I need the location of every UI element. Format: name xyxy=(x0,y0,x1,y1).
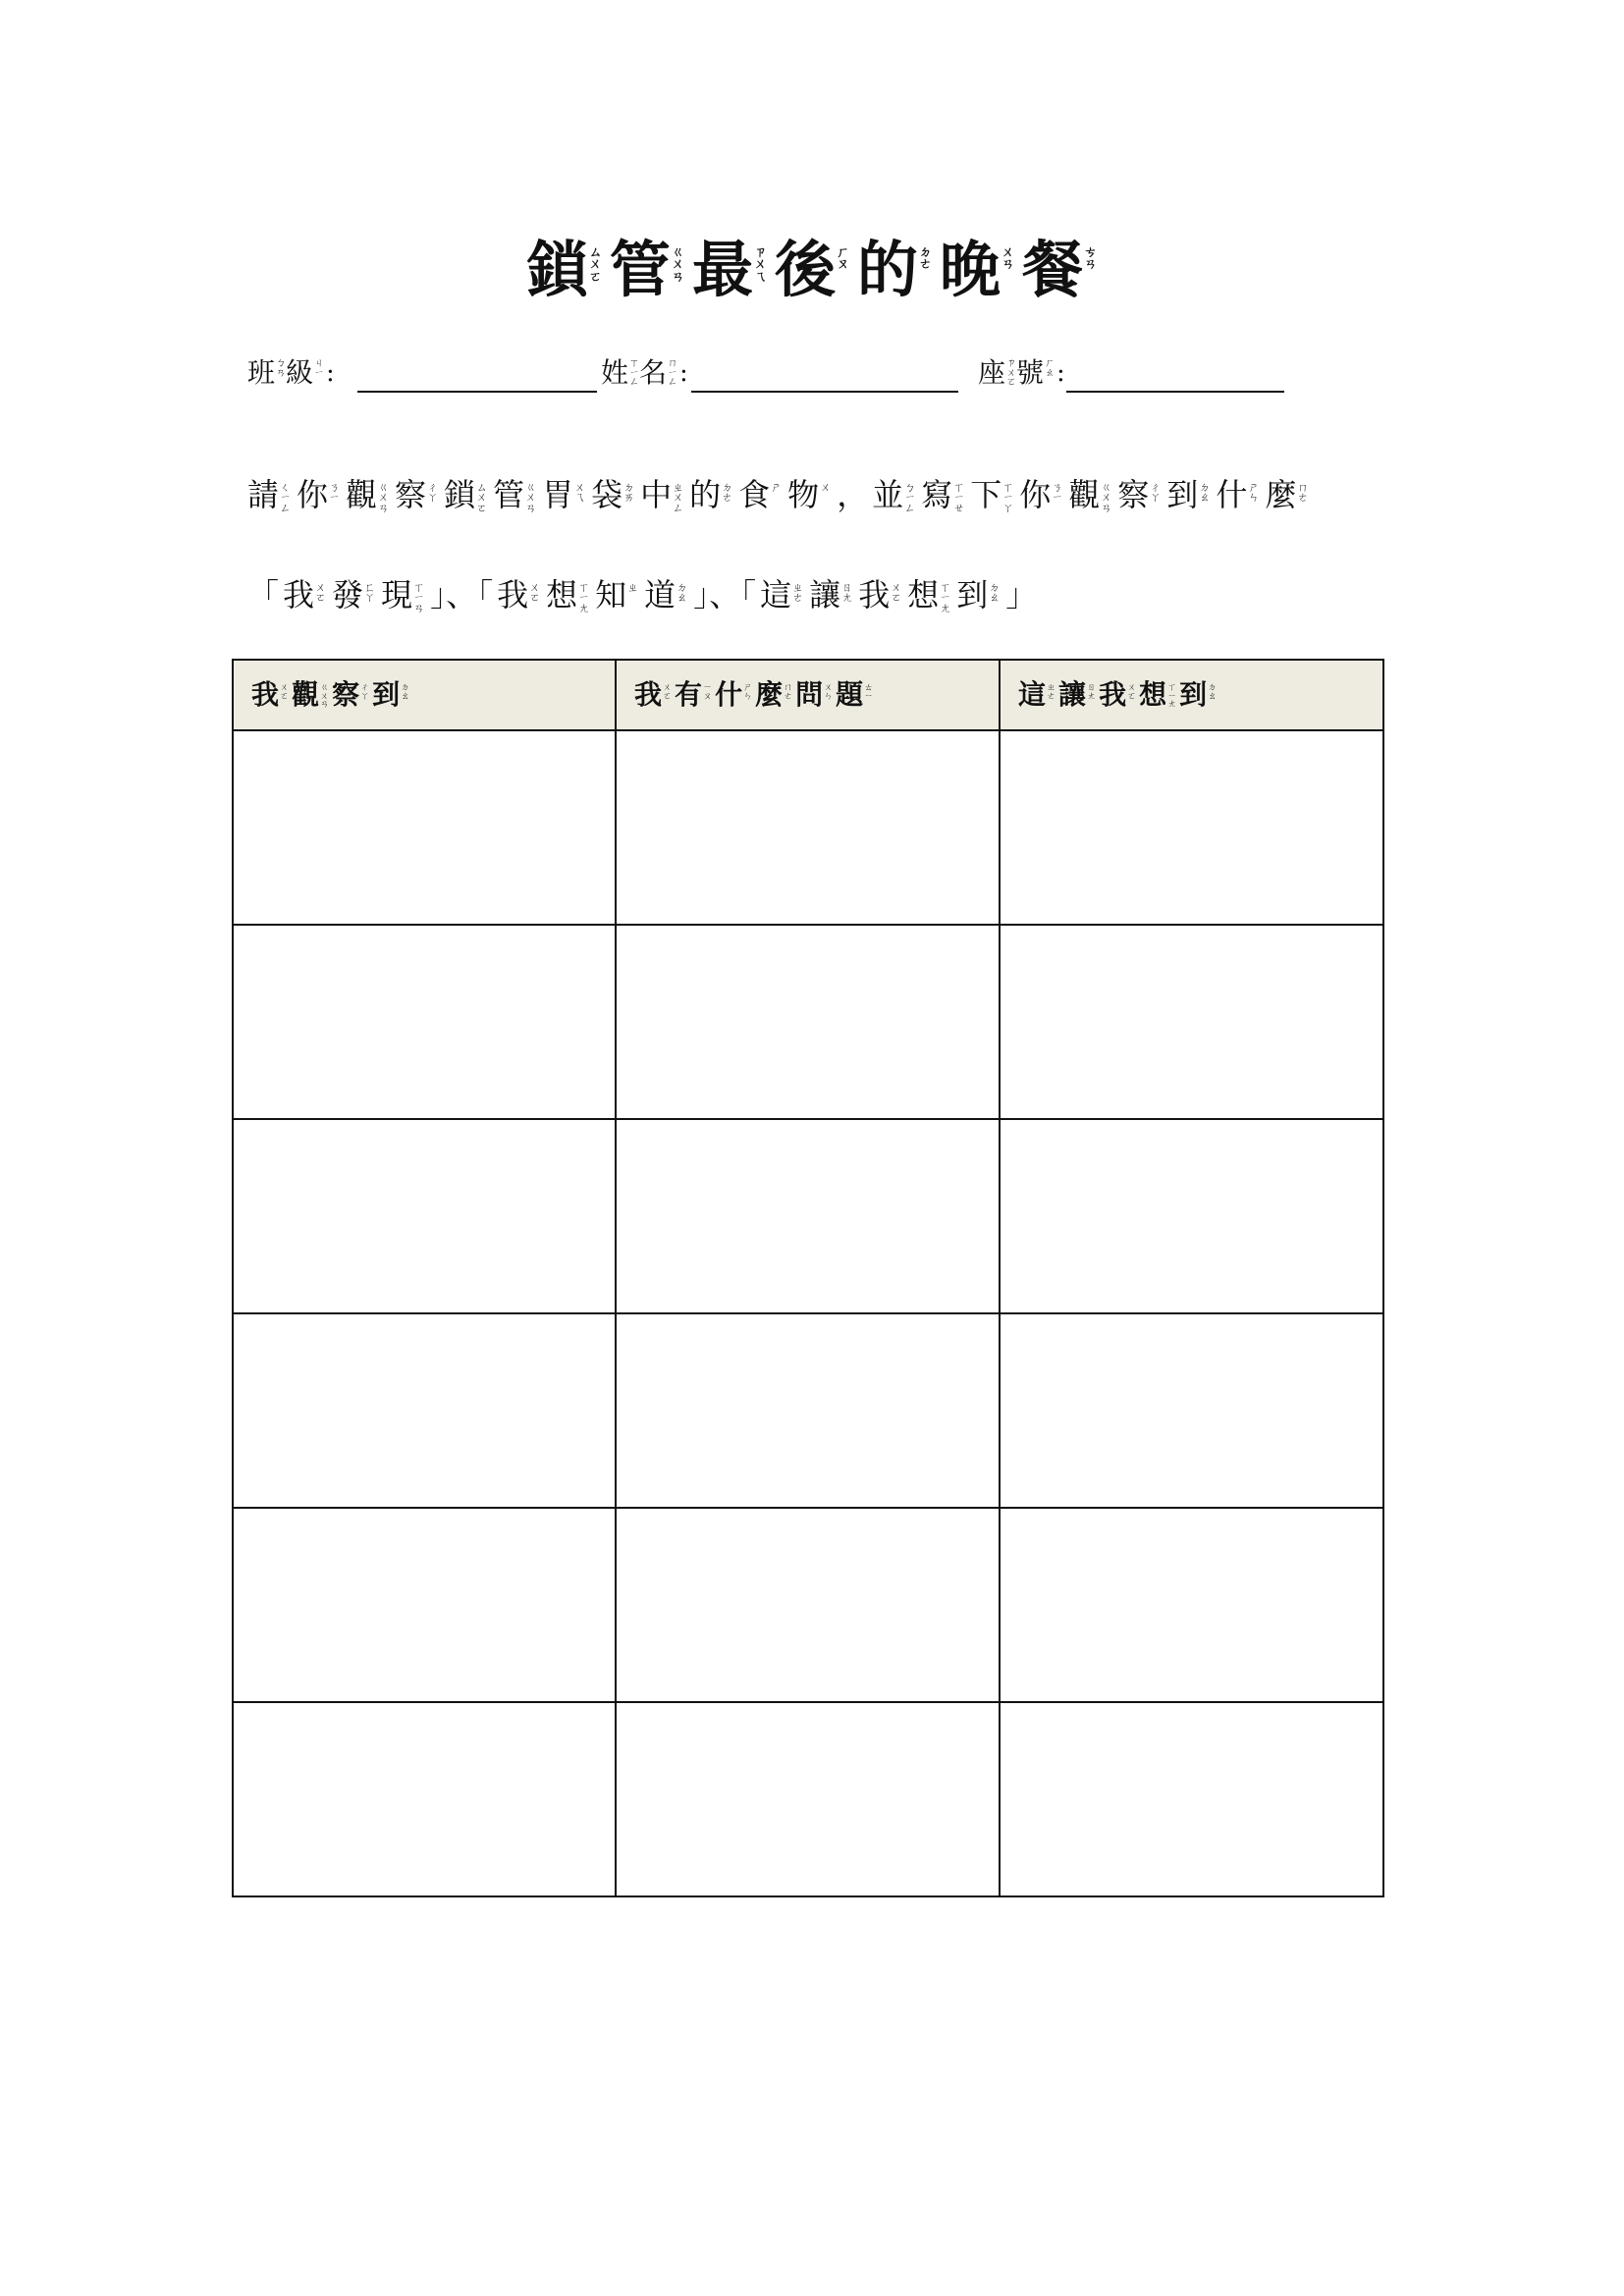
bopomofo: ㄒ ㄧ ㄤ xyxy=(1167,683,1177,711)
ruby-char xyxy=(546,575,589,614)
table-cell[interactable] xyxy=(233,925,616,1119)
bopomofo: ㄒ ㄧ ㄤ xyxy=(940,581,951,614)
hanzi: 到 xyxy=(372,678,401,711)
bopomofo: ㄇ ㄜ xyxy=(784,683,793,702)
observation-table xyxy=(232,659,1384,1897)
ruby-char xyxy=(1179,678,1217,712)
hanzi: 名 xyxy=(639,356,668,389)
hanzi: 到 xyxy=(1179,678,1208,711)
ruby-char xyxy=(381,575,424,614)
ruby-char xyxy=(283,575,326,614)
table-row xyxy=(233,925,1383,1119)
ruby-char xyxy=(956,575,1000,614)
ruby-char xyxy=(634,678,672,712)
table-cell[interactable] xyxy=(233,1119,616,1313)
ruby-char xyxy=(1016,355,1055,391)
ruby-char xyxy=(921,475,964,514)
hanzi: 座 xyxy=(978,356,1006,389)
bopomofo: ㄍ ㄨ ㄢ xyxy=(671,245,684,285)
bopomofo: ㄑ ㄧ ㄥ xyxy=(280,481,292,514)
hanzi: 讓 xyxy=(809,576,841,614)
hanzi: 你 xyxy=(1019,476,1052,513)
header-observed-text xyxy=(251,678,615,712)
bopomofo: ㄕ ㄣ xyxy=(1248,481,1260,505)
bopomofo: ㄕ xyxy=(771,481,783,494)
ruby-char xyxy=(715,678,752,712)
ruby-char xyxy=(639,355,677,391)
ruby-char xyxy=(809,575,852,614)
hanzi: 號 xyxy=(1016,356,1045,389)
ruby-char xyxy=(1099,678,1136,712)
hanzi: 的 xyxy=(689,476,722,513)
hanzi: 發 xyxy=(332,576,364,614)
hanzi: 我 xyxy=(251,678,280,711)
name-field[interactable] xyxy=(691,391,958,393)
bopomofo: ㄙ ㄨ ㄛ xyxy=(476,481,488,514)
name-colon: : xyxy=(679,358,688,388)
table-header-row xyxy=(233,660,1383,730)
hanzi: 麼 xyxy=(755,678,784,711)
bopomofo: ㄊ ㄧ xyxy=(864,683,874,702)
hanzi: 管 xyxy=(609,234,671,305)
hanzi: 班 xyxy=(247,356,276,389)
instruction-line-2 xyxy=(247,575,1041,614)
table-cell[interactable] xyxy=(1000,1508,1383,1702)
bopomofo: ㄒ ㄧ ㄢ xyxy=(413,581,425,614)
ruby-char xyxy=(1216,475,1259,514)
bopomofo: ㄒ ㄧ ㄝ xyxy=(953,481,965,514)
bopomofo: ㄨ ㄛ xyxy=(1127,683,1137,702)
seat-colon: : xyxy=(1056,358,1065,388)
table-cell[interactable] xyxy=(616,730,1000,925)
ruby-char xyxy=(591,475,634,514)
ruby-char xyxy=(332,678,369,712)
bopomofo: ㄒ ㄧ ㄥ xyxy=(629,358,640,388)
hanzi: 並 xyxy=(872,476,904,513)
hanzi: 晚 xyxy=(940,234,1001,305)
bopomofo: ㄗ ㄨ ㄟ xyxy=(753,245,767,285)
instruction-line-1 xyxy=(247,475,1314,514)
ruby-char xyxy=(444,475,487,514)
bopomofo: ㄉ ㄜ xyxy=(919,245,933,273)
table-cell[interactable] xyxy=(1000,1702,1383,1896)
ruby-char xyxy=(395,475,438,514)
hanzi: 下 xyxy=(970,476,1002,513)
table-cell[interactable] xyxy=(616,925,1000,1119)
hanzi: 這 xyxy=(1018,678,1047,711)
table-row xyxy=(233,1702,1383,1896)
bopomofo: ㄧ ㄡ xyxy=(703,683,713,702)
hanzi: 現 xyxy=(381,576,413,614)
hanzi: 到 xyxy=(956,576,989,614)
hanzi: 察 xyxy=(395,476,427,513)
hanzi: 察 xyxy=(332,678,360,711)
hanzi: 知 xyxy=(595,576,627,614)
hanzi: 題 xyxy=(836,678,864,711)
ruby-char xyxy=(755,678,792,712)
hanzi: 食 xyxy=(738,476,771,513)
header-reminds-me-text xyxy=(1018,678,1382,712)
ruby-char xyxy=(978,355,1016,391)
bopomofo: ㄖ ㄤ xyxy=(841,581,853,605)
bopomofo: ㄨ ㄛ xyxy=(663,683,673,702)
punctuation: 」、「 xyxy=(430,576,494,614)
table-cell[interactable] xyxy=(616,1508,1000,1702)
ruby-char xyxy=(1019,475,1062,514)
bopomofo: ㄨ ㄛ xyxy=(891,581,902,605)
ruby-char xyxy=(692,236,767,304)
bopomofo: ㄨ ㄣ xyxy=(824,683,834,702)
ruby-char xyxy=(689,475,732,514)
ruby-char xyxy=(332,575,375,614)
table-cell[interactable] xyxy=(1000,1119,1383,1313)
hanzi: 最 xyxy=(691,234,753,305)
class-label-text xyxy=(247,355,324,391)
ruby-char xyxy=(872,475,915,514)
hanzi: 我 xyxy=(497,576,529,614)
table-cell[interactable] xyxy=(616,1119,1000,1313)
ruby-char xyxy=(247,355,286,391)
bopomofo: ㄓ ㄜ xyxy=(792,581,804,605)
hanzi: 管 xyxy=(493,476,525,513)
hanzi: 餐 xyxy=(1022,234,1084,305)
bopomofo: ㄗ ㄨ ㄛ xyxy=(1006,358,1017,388)
hanzi: 鎖 xyxy=(526,234,588,305)
ruby-char xyxy=(542,475,585,514)
punctuation: ， xyxy=(837,476,869,513)
hanzi: 鎖 xyxy=(444,476,476,513)
header-observed xyxy=(233,660,616,730)
hanzi: 我 xyxy=(283,576,315,614)
header-reminds-me xyxy=(1000,660,1383,730)
hanzi: 請 xyxy=(247,476,280,513)
hanzi: 的 xyxy=(857,234,919,305)
table-body xyxy=(233,730,1383,1896)
bopomofo: ㄉ ㄞ xyxy=(623,481,635,505)
ruby-char xyxy=(640,475,683,514)
bopomofo: ㄉ ㄠ xyxy=(401,683,410,702)
seat-label xyxy=(978,355,1065,391)
bopomofo: ㄍ ㄨ ㄢ xyxy=(378,481,390,514)
ruby-char xyxy=(1166,475,1210,514)
table-cell[interactable] xyxy=(233,1313,616,1508)
ruby-char xyxy=(1018,678,1056,712)
bopomofo: ㄨ ㄛ xyxy=(315,581,327,605)
punctuation: 」、「 xyxy=(693,576,757,614)
hanzi: 什 xyxy=(715,678,743,711)
ruby-char xyxy=(858,575,901,614)
hanzi: 胃 xyxy=(542,476,574,513)
bopomofo: ㄨ ㄢ xyxy=(1001,245,1015,273)
name-label xyxy=(601,355,688,391)
bopomofo: ㄨ xyxy=(820,481,832,494)
ruby-char xyxy=(775,236,849,304)
bopomofo: ㄨ ㄛ xyxy=(529,581,541,605)
bopomofo: ㄍ ㄨ ㄢ xyxy=(1101,481,1112,514)
ruby-char xyxy=(247,475,291,514)
hanzi: 我 xyxy=(1099,678,1127,711)
bopomofo: ㄓ ㄨ ㄥ xyxy=(673,481,684,514)
seat-field[interactable] xyxy=(1066,391,1284,393)
bopomofo: ㄋ ㄧ xyxy=(329,481,341,505)
bopomofo: ㄨ ㄟ xyxy=(574,481,586,505)
hanzi: 什 xyxy=(1216,476,1248,513)
hanzi: 到 xyxy=(1166,476,1199,513)
ruby-char xyxy=(1117,475,1161,514)
hanzi: 讓 xyxy=(1058,678,1087,711)
table-cell[interactable] xyxy=(616,1702,1000,1896)
bopomofo: ㄉ ㄜ xyxy=(722,481,733,505)
student-info-row xyxy=(247,355,1327,399)
ruby-char xyxy=(907,575,950,614)
hanzi: 姓 xyxy=(601,356,629,389)
ruby-char xyxy=(970,475,1013,514)
bopomofo: ㄐ ㄧ xyxy=(314,358,325,379)
ruby-char xyxy=(297,475,340,514)
table-cell[interactable] xyxy=(616,1313,1000,1508)
ruby-char xyxy=(787,475,831,514)
ruby-char xyxy=(497,575,540,614)
class-label xyxy=(247,355,335,391)
hanzi: 想 xyxy=(907,576,940,614)
ruby-char xyxy=(940,236,1014,304)
hanzi: 寫 xyxy=(921,476,953,513)
ruby-char xyxy=(286,355,324,391)
ruby-char xyxy=(836,678,873,712)
table-row xyxy=(233,1313,1383,1508)
bopomofo: ㄍ ㄨ ㄢ xyxy=(525,481,537,514)
hanzi: 級 xyxy=(286,356,314,389)
bopomofo: ㄕ ㄣ xyxy=(743,683,753,702)
bopomofo: ㄅ ㄢ xyxy=(276,358,287,379)
hanzi: 麼 xyxy=(1265,476,1297,513)
hanzi: 袋 xyxy=(591,476,623,513)
ruby-char xyxy=(292,678,329,712)
bopomofo: ㄔ ㄚ xyxy=(427,481,439,505)
bopomofo: ㄉ ㄠ xyxy=(1208,683,1218,702)
ruby-char xyxy=(527,236,602,304)
ruby-char xyxy=(644,575,687,614)
bopomofo: ㄉ ㄠ xyxy=(677,581,688,605)
ruby-char xyxy=(795,678,833,712)
ruby-char xyxy=(610,236,684,304)
table-cell[interactable] xyxy=(233,730,616,925)
table-cell[interactable] xyxy=(233,1702,616,1896)
class-field[interactable] xyxy=(357,391,597,393)
bopomofo: ㄍ ㄨ ㄢ xyxy=(320,683,330,711)
ruby-char xyxy=(675,678,712,712)
ruby-char xyxy=(1265,475,1308,514)
header-questions-text xyxy=(634,678,999,712)
ruby-char xyxy=(738,475,782,514)
bopomofo: ㄏ ㄡ xyxy=(837,245,850,273)
bopomofo: ㄙ ㄨ ㄛ xyxy=(588,245,602,285)
ruby-char xyxy=(251,678,289,712)
bopomofo: ㄉ ㄠ xyxy=(1199,481,1211,505)
ruby-char xyxy=(1139,678,1176,712)
table-cell[interactable] xyxy=(1000,1313,1383,1508)
hanzi: 物 xyxy=(787,476,820,513)
hanzi: 後 xyxy=(774,234,836,305)
ruby-char xyxy=(601,355,639,391)
hanzi: 察 xyxy=(1117,476,1150,513)
hanzi: 道 xyxy=(644,576,677,614)
ruby-char xyxy=(760,575,803,614)
table-row xyxy=(233,1119,1383,1313)
seat-label-text xyxy=(978,355,1055,391)
bopomofo: ㄒ ㄧ ㄤ xyxy=(578,581,590,614)
hanzi: 我 xyxy=(858,576,891,614)
table-cell[interactable] xyxy=(1000,730,1383,925)
bopomofo: ㄇ ㄜ xyxy=(1297,481,1309,505)
ruby-char xyxy=(1058,678,1096,712)
ruby-char xyxy=(372,678,409,712)
hanzi: 這 xyxy=(760,576,792,614)
hanzi: 想 xyxy=(1139,678,1167,711)
table-row xyxy=(233,1508,1383,1702)
hanzi: 有 xyxy=(675,678,703,711)
bopomofo: ㄈ ㄚ xyxy=(364,581,376,605)
bopomofo: ㄖ ㄤ xyxy=(1087,683,1097,702)
hanzi: 想 xyxy=(546,576,578,614)
table-row xyxy=(233,730,1383,925)
ruby-char xyxy=(857,236,932,304)
hanzi: 觀 xyxy=(1068,476,1101,513)
hanzi: 中 xyxy=(640,476,673,513)
bopomofo: ㄔ ㄚ xyxy=(1150,481,1162,505)
header-questions xyxy=(616,660,1000,730)
ruby-char xyxy=(1068,475,1111,514)
name-label-text xyxy=(601,355,677,391)
bopomofo: ㄨ ㄛ xyxy=(280,683,290,702)
punctuation: 」 xyxy=(1005,576,1038,614)
bopomofo: ㄒ ㄧ ㄚ xyxy=(1002,481,1014,514)
bopomofo: ㄉ ㄠ xyxy=(989,581,1001,605)
title-ruby xyxy=(523,234,1101,305)
bopomofo: ㄓ ㄜ xyxy=(1047,683,1056,702)
bopomofo: ㄅ ㄧ ㄥ xyxy=(904,481,916,514)
ruby-char xyxy=(595,575,638,614)
hanzi: 觀 xyxy=(292,678,320,711)
ruby-char xyxy=(493,475,536,514)
bopomofo: ㄏ ㄠ xyxy=(1045,358,1056,379)
class-colon: : xyxy=(326,358,335,388)
hanzi: 觀 xyxy=(346,476,378,513)
table-cell[interactable] xyxy=(233,1508,616,1702)
ruby-char xyxy=(1022,236,1097,304)
hanzi: 我 xyxy=(634,678,663,711)
ruby-char xyxy=(346,475,389,514)
bopomofo: ㄇ ㄧ ㄥ xyxy=(668,358,678,388)
bopomofo: ㄓ xyxy=(627,581,639,594)
bopomofo: ㄔ ㄚ xyxy=(360,683,370,702)
bopomofo: ㄋ ㄧ xyxy=(1052,481,1063,505)
hanzi: 你 xyxy=(297,476,329,513)
hanzi: 問 xyxy=(795,678,824,711)
table-cell[interactable] xyxy=(1000,925,1383,1119)
page-title xyxy=(0,234,1624,305)
bopomofo: ㄘ ㄢ xyxy=(1084,245,1098,273)
punctuation: 「 xyxy=(247,576,280,614)
